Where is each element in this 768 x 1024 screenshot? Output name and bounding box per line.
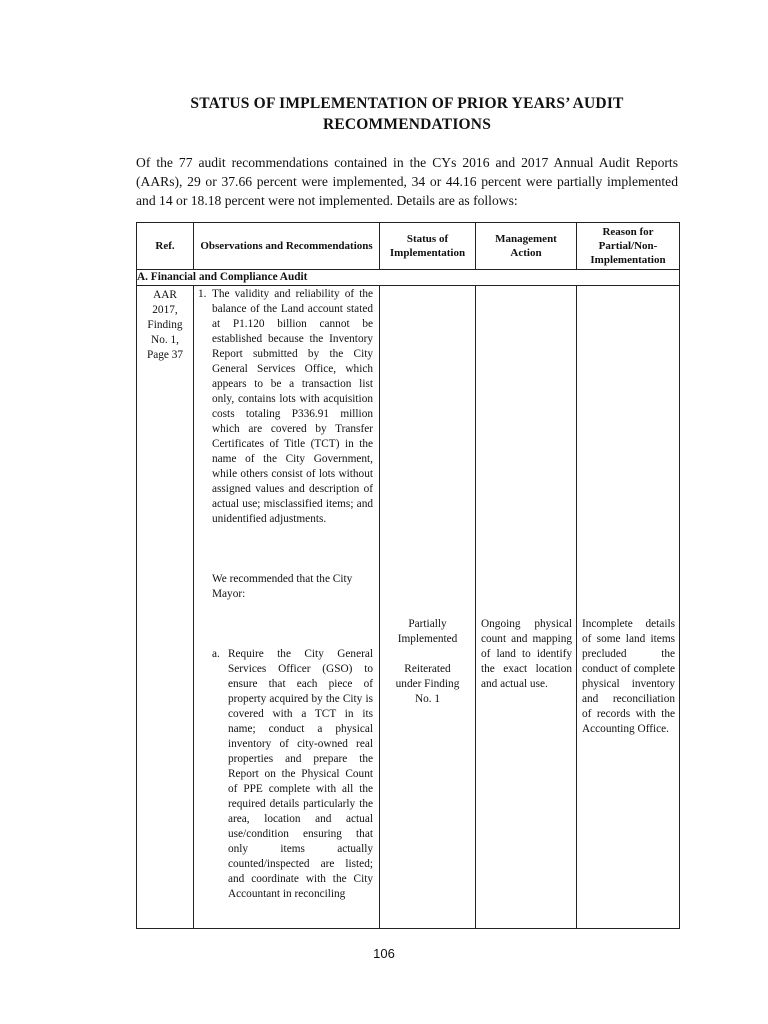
recommendation-letter: a. [212, 648, 220, 660]
finding-text: The validity and reliability of the balance of the Land account stated at P1.120 billion cannot be established because the Inventory Report submitted by the City General Services Office, which appears to be a transaction list only, contains lots with acquisition costs totaling P336.91 million which are covered by Transfer Certificates of Title (TCT) in the name of the City Government, while others consist of lots without assigned values and description of actual use; misclassified items; and unidentified adjustments. [212, 288, 373, 525]
finding-item [198, 287, 373, 527]
section-row [137, 270, 680, 286]
ref-line: AAR [153, 289, 177, 301]
page-title [136, 93, 678, 135]
intro-paragraph: Of the 77 audit recommendations contained in the CYs 2016 and 2017 Annual Audit Reports (AARs), 29 or 37.66 percent were implemented, 34 or 44.16 percent were partially implemented and 14 or 18.18 percent were not implemented. Details are as follows: [136, 155, 678, 208]
ref-line: Page 37 [146, 349, 184, 361]
status-note: No. 1 [414, 693, 441, 705]
page-number: 106 [373, 946, 395, 961]
ref-line: No. 1, [151, 334, 179, 346]
audit-recommendations-table [136, 222, 680, 929]
title-line-1: STATUS OF IMPLEMENTATION OF PRIOR YEARS’ AUDIT [190, 95, 624, 112]
status-note: Reiterated [404, 663, 451, 675]
section-heading: A. Financial and Compliance Audit [137, 270, 680, 286]
management-action-cell: Ongoing physical count and mapping of land to identify the exact location and actual use. [476, 286, 577, 929]
table-header-row [137, 223, 680, 270]
recommendation-intro: We recommended that the City Mayor: [212, 573, 353, 600]
table-row [137, 286, 680, 929]
ref-line: Finding [147, 319, 183, 331]
recommendation-item [212, 647, 373, 902]
status-cell [380, 286, 476, 929]
header-ref: Ref. [137, 223, 194, 270]
ref-cell [137, 286, 194, 929]
header-status: Status of Implementation [380, 223, 476, 270]
status-text: Implemented [397, 633, 458, 645]
header-observations: Observations and Recommendations [194, 223, 380, 270]
header-reason: Reason for Partial/Non-Implementation [577, 223, 680, 270]
status-note: under Finding [395, 678, 460, 690]
reason-cell: Incomplete details of some land items precluded the conduct of complete physical inventory and reconciliation of records with the Accounting Office. [577, 286, 680, 929]
title-line-2: RECOMMENDATIONS [322, 116, 492, 133]
observations-cell [194, 286, 380, 929]
finding-number: 1. [198, 288, 207, 300]
header-management: Management Action [476, 223, 577, 270]
recommendation-text: Require the City General Services Officer (GSO) to ensure that each piece of property acquired by the City is covered with a TCT in its name; conduct a physical inventory of city-owned real properties and prepare the Report on the Physical Count of PPE complete with all the required details particularly the area, location and actual use/condition ensuring that only items actually counted/inspected are listed; and coordinate with the City Accountant in reconciling [228, 648, 373, 900]
ref-line: 2017, [152, 304, 178, 316]
status-text: Partially [408, 618, 447, 630]
